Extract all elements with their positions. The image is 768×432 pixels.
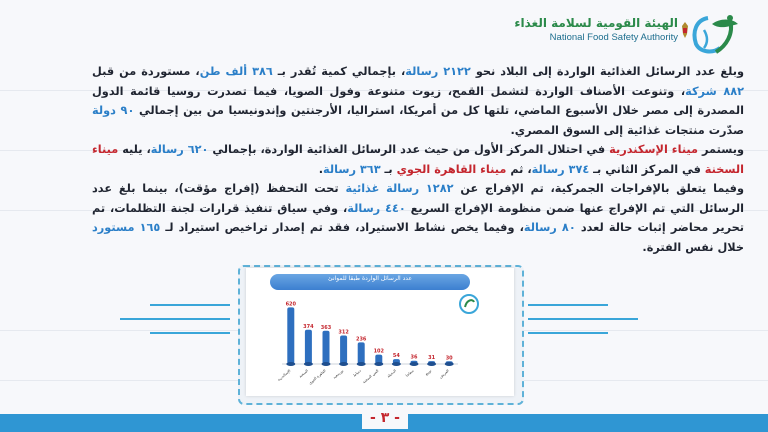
chart-data-label: 31 [428,355,436,362]
text-run: ، مستوردة من قبل [92,65,200,78]
org-name [514,16,678,43]
highlight-consignments: ٢١٢٢ رسالة [405,65,471,78]
text-run: ، وفي سياق تنفيذ قرارات لجنة التظلمات، تم تحرير محاضر إثبات حالة لعدد [92,201,744,234]
chart-bar [340,335,347,364]
chart-data-label: 36 [410,354,418,361]
highlight-port-cairo-air: ميناء القاهرة الجوي [396,162,507,176]
text-run: ، وفيما يخص نشاط الاستيراد، فقد تم إصدار تراخيص استيراد لـ [160,221,524,234]
chart-title: عدد الرسائل الواردة طبقا للموانئ [327,275,413,282]
text-run: بـ [380,162,397,176]
chart-bar-base [304,362,313,366]
chart-data-label: 102 [373,348,385,355]
text-run: ، يليه [118,143,151,156]
highlight-released: ١٢٨٢ رسالة غذائية [345,182,454,195]
chart-category-label: دمياط [352,368,362,378]
text-run: خلال نفس الفترة. [642,240,744,254]
text-run: وفيما يتعلق بالإفراجات الجمركية، تم الإفراج عن [453,182,744,195]
decor-line [528,332,608,334]
decor-line [150,304,230,306]
chart-category-label: نويبع [424,368,433,377]
chart-category-label: الإسكندرية [276,368,292,382]
chart-bar-base [339,362,348,366]
text-run: ويستمر [698,143,744,156]
paragraph-ports [92,140,744,179]
paragraph-releases [92,179,744,257]
chart-bar-base [392,362,401,366]
egypt-emblem-icon [680,20,690,42]
article-text [92,62,744,257]
decor-line [120,318,230,320]
highlight-alexandria-count: ٦٢٠ رسالة [150,143,209,156]
chart-data-label: 620 [285,301,297,308]
text-run: ، وتنوعت الأصناف الواردة لتشمل القمح، زيوت متنوعة وفول الصويا، فيما تصدرت روسيا قائمة الدول المصدرة إلى مصر خلال الأسبوع الماضي، تلتها كل من أمريكا، استراليا، الأرجنتين وإندونيسيا من بين إجمالي [92,84,744,117]
chart-category-label: القاهرة الجوي [307,368,327,386]
highlight-importers: ١٦٥ مستورد [92,221,161,234]
decor-line [528,304,608,306]
highlight-companies: ٨٨٢ شركة [685,84,744,98]
text-run: وبلغ عدد الرسائل الغذائية الواردة إلى البلاد نحو [470,65,745,78]
bar-chart [270,292,470,392]
highlight-sokhna-count: ٣٧٤ رسالة [531,162,590,176]
paragraph-imports [92,62,744,140]
chart-bar-base [374,362,383,366]
chart-category-label: سفاجا [404,368,415,378]
chart-bar-base [445,362,454,366]
highlight-cairo-count: ٣٦٣ رسالة [323,162,381,176]
chart-category-label: السخنة [298,368,310,379]
org-name-en: National Food Safety Authority [549,32,678,43]
text-run: في المركز الثاني بـ [589,162,705,176]
leaf-logo-icon [686,12,746,58]
chart-bar-base [286,362,295,366]
chart-data-label: 312 [338,329,349,336]
chart-data-label: 363 [320,324,332,331]
chart-bar [358,342,365,364]
text-run: تحت التحفظ (إفراج مؤقت)، بينما بلغ عدد الرسائل التي تم الإفراج عنها ضمن منظومة الإفراج السريع [92,182,744,215]
text-run: . [318,162,324,176]
highlight-port-sokhna: ميناء السخنة [92,143,744,176]
chart-bar-base [410,362,419,366]
chart-data-label: 54 [392,353,400,360]
chart-bar-base [357,362,366,366]
chart-bar-base [427,362,436,366]
chart-bar [305,330,312,364]
text-run: ، ثم [506,162,532,176]
decor-line [528,318,638,320]
highlight-countries: ٩٠ دولة [92,104,135,117]
highlight-port-alexandria: ميناء الإسكندرية [609,143,699,156]
decor-line [150,332,230,334]
highlight-grievances: ٨٠ رسالة [523,221,576,234]
highlight-tonnage: ٣٨٦ ألف طن [199,65,273,78]
chart-category-label: العين السخنة [361,368,380,385]
chart-category-label: الدخيلة [386,368,398,379]
chart-category-label: بورسعيد [332,368,345,380]
chart-data-label: 30 [445,355,453,362]
page-number: - ٣ - [362,407,408,429]
chart-data-label: 374 [303,323,314,330]
highlight-fast-release: ٤٤٠ رسالة [347,201,406,215]
text-run: في احتلال المركز الأول من حيث عدد الرسائل الغذائية الواردة، بإجمالي [208,143,610,156]
chart-bar [323,331,330,364]
text-run: صدّرت منتجات غذائية إلى السوق المصري. [510,123,744,137]
chart-bar-base [322,362,331,366]
nfsa-logo [686,12,746,58]
chart-data-label: 236 [355,336,367,343]
chart-bar [287,307,294,364]
org-name-ar: الهيئة القومية لسلامة الغذاء [514,16,678,30]
chart-category-label: العريش [438,368,450,380]
text-run: ، بإجمالي كمية تُقدر بـ [272,65,406,78]
